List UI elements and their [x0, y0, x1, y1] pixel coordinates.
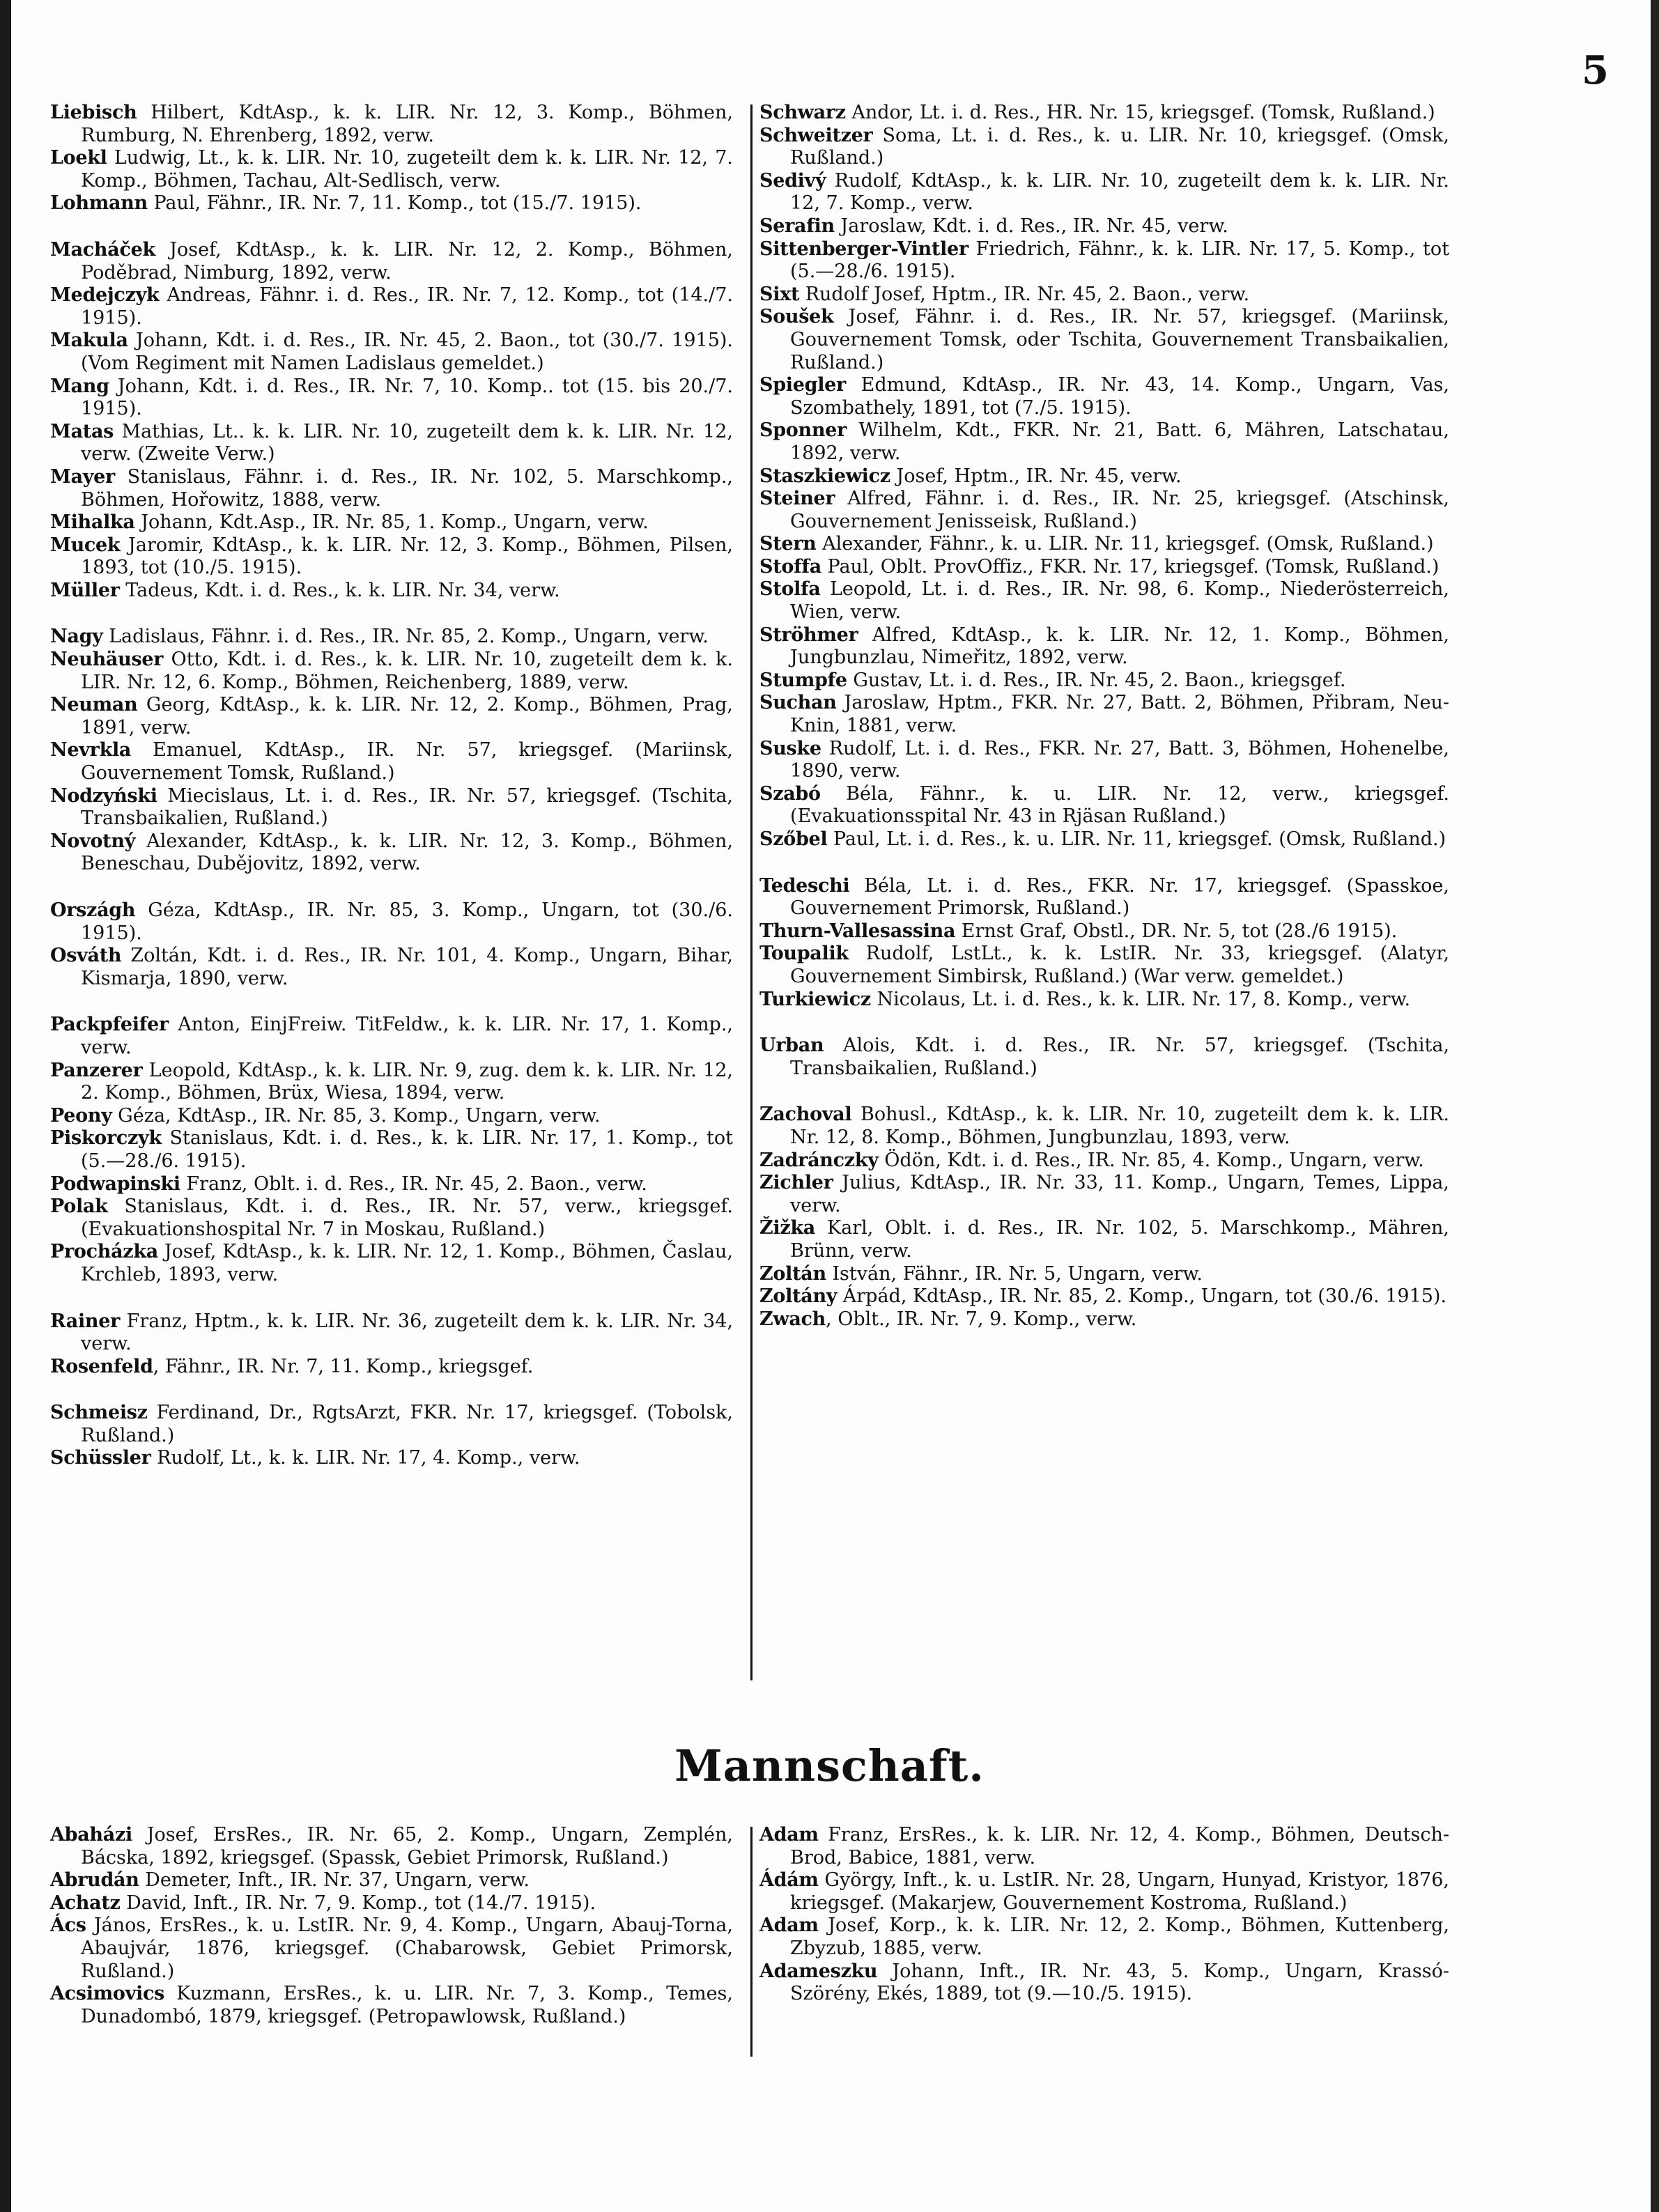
- entry-surname: Sittenberger-Vintler: [759, 238, 969, 260]
- entry-details: Ernst Graf, Obstl., DR. Nr. 5, tot (28./6 1915).: [955, 920, 1398, 942]
- entry-details: Stanislaus, Kdt. i. d. Res., k. k. LIR. Nr. 17, 1. Komp., tot (5.—28./6. 1915).: [81, 1127, 733, 1172]
- list-entry: [50, 147, 733, 192]
- entry-surname: Thurn-Vallesassina: [759, 920, 956, 942]
- entry-details: Tadeus, Kdt. i. d. Res., k. k. LIR. Nr. 34, verw.: [119, 579, 560, 601]
- entry-spacer: [759, 1080, 1449, 1104]
- entry-details: Alfred, Fähnr. i. d. Res., IR. Nr. 25, kriegsgef. (Atschinsk, Gouvernement Jenisseisk, Rußland.): [790, 488, 1449, 532]
- officer-list-right: [759, 102, 1449, 1331]
- list-entry: [759, 170, 1449, 215]
- entry-details: Johann, Kdt.Asp., IR. Nr. 85, 1. Komp., Ungarn, verw.: [134, 511, 649, 534]
- list-entry: [50, 1447, 733, 1470]
- list-entry: [759, 1150, 1449, 1173]
- list-entry: [50, 785, 733, 830]
- entry-surname: Lohmann: [50, 192, 148, 215]
- entry-surname: Osváth: [50, 945, 122, 967]
- entry-surname: Ádám: [759, 1869, 819, 1892]
- entry-details: István, Fähnr., IR. Nr. 5, Ungarn, verw.: [826, 1262, 1203, 1285]
- list-entry: [759, 670, 1449, 693]
- entry-surname: Sponner: [759, 419, 847, 442]
- entry-surname: Podwapinski: [50, 1173, 180, 1195]
- entry-surname: Acsimovics: [50, 1983, 165, 2005]
- entry-spacer: [50, 1287, 733, 1310]
- entry-details: Gustav, Lt. i. d. Res., IR. Nr. 45, 2. Baon., kriegsgef.: [847, 669, 1346, 691]
- entry-surname: Müller: [50, 579, 120, 601]
- entry-surname: Zachoval: [759, 1104, 852, 1126]
- entry-surname: Zwach: [759, 1308, 826, 1330]
- list-entry: [759, 125, 1449, 170]
- entry-surname: Abrudán: [50, 1869, 139, 1892]
- entry-details: Franz, ErsRes., k. k. LIR. Nr. 12, 4. Komp., Böhmen, Deutsch-Brod, Babice, 1881, verw.: [790, 1824, 1449, 1869]
- entry-surname: Szőbel: [759, 828, 828, 850]
- entry-details: Miecislaus, Lt. i. d. Res., IR. Nr. 57, kriegsgef. (Tschita, Transbaikalien, Rußland.): [81, 784, 733, 830]
- entry-surname: Stern: [759, 533, 817, 555]
- entry-surname: Loekl: [50, 147, 107, 169]
- scan-edge-right: [1651, 0, 1659, 2212]
- entry-details: Edmund, KdtAsp., IR. Nr. 43, 14. Komp., Ungarn, Vas, Szombathely, 1891, tot (7./5. 1915).: [790, 374, 1449, 419]
- entry-details: Ödön, Kdt. i. d. Res., IR. Nr. 85, 4. Komp., Ungarn, verw.: [878, 1149, 1424, 1171]
- list-entry: [50, 1983, 733, 2028]
- list-entry: [50, 466, 733, 511]
- entry-details: Rudolf, KdtAsp., k. k. LIR. Nr. 10, zugeteilt dem k. k. LIR. Nr. 12, 7. Komp., verw.: [790, 169, 1449, 215]
- list-entry: [759, 374, 1449, 419]
- list-entry: [50, 739, 733, 784]
- entry-surname: Zoltán: [759, 1262, 826, 1285]
- entry-details: Stanislaus, Fähnr. i. d. Res., IR. Nr. 102, 5. Marschkomp., Böhmen, Hořowitz, 1888, verw.: [81, 465, 733, 511]
- list-entry: [759, 920, 1449, 943]
- list-entry: [759, 488, 1449, 533]
- entry-surname: Országh: [50, 899, 136, 921]
- entry-surname: Suske: [759, 737, 821, 759]
- list-entry: [759, 465, 1449, 488]
- list-entry: [759, 1263, 1449, 1286]
- entry-surname: Steiner: [759, 488, 835, 510]
- list-entry: [759, 875, 1449, 920]
- list-entry: [759, 284, 1449, 307]
- entry-details: Ludwig, Lt., k. k. LIR. Nr. 10, zugeteilt dem k. k. LIR. Nr. 12, 7. Komp., Böhmen, Tachau, Alt-Sedlisch, verw.: [81, 147, 733, 192]
- entry-details: Alexander, Fähnr., k. u. LIR. Nr. 11, kriegsgef. (Omsk, Rußland.): [816, 533, 1434, 555]
- entry-details: Soma, Lt. i. d. Res., k. u. LIR. Nr. 10, kriegsgef. (Omsk, Rußland.): [790, 124, 1449, 169]
- entry-surname: Adam: [759, 1915, 819, 1937]
- entry-surname: Soušek: [759, 306, 834, 328]
- list-entry: [50, 1892, 733, 1915]
- list-entry: [759, 828, 1449, 851]
- entry-surname: Macháček: [50, 238, 155, 261]
- entry-surname: Adameszku: [759, 1960, 878, 1982]
- list-entry: [759, 943, 1449, 988]
- entry-details: Andreas, Fähnr. i. d. Res., IR. Nr. 7, 12. Komp., tot (14./7. 1915).: [81, 284, 733, 329]
- list-entry: [759, 556, 1449, 579]
- entry-surname: Zadránczky: [759, 1149, 879, 1171]
- entry-details: Jaroslaw, Kdt. i. d. Res., IR. Nr. 45, verw.: [834, 215, 1228, 237]
- entry-surname: Žižka: [759, 1217, 816, 1239]
- entry-surname: Nagy: [50, 626, 103, 648]
- list-entry: [759, 419, 1449, 465]
- entry-details: Josef, KdtAsp., k. k. LIR. Nr. 12, 2. Komp., Böhmen, Poděbrad, Nimburg, 1892, verw.: [81, 238, 733, 284]
- entry-surname: Achatz: [50, 1892, 121, 1914]
- entry-details: Béla, Lt. i. d. Res., FKR. Nr. 17, kriegsgef. (Spasskoe, Gouvernement Primorsk, Rußland.): [790, 874, 1449, 920]
- entry-details: Rudolf Josef, Hptm., IR. Nr. 45, 2. Baon., verw.: [799, 283, 1250, 305]
- entry-details: Géza, KdtAsp., IR. Nr. 85, 3. Komp., Ungarn, verw.: [111, 1104, 601, 1127]
- entry-details: Emanuel, KdtAsp., IR. Nr. 57, kriegsgef. (Mariinsk, Gouvernement Tomsk, Rußland.): [81, 739, 733, 784]
- list-entry: [759, 692, 1449, 737]
- entry-surname: Toupalik: [759, 943, 849, 965]
- entry-surname: Liebisch: [50, 102, 137, 123]
- page-number: 5: [1582, 47, 1609, 93]
- entry-details: Zoltán, Kdt. i. d. Res., IR. Nr. 101, 4. Komp., Ungarn, Bihar, Kismarja, 1890, verw.: [81, 945, 733, 989]
- entry-details: Wilhelm, Kdt., FKR. Nr. 21, Batt. 6, Mähren, Latschatau, 1892, verw.: [790, 419, 1449, 464]
- entry-surname: Urban: [759, 1035, 824, 1057]
- entry-details: Georg, KdtAsp., k. k. LIR. Nr. 12, 2. Komp., Böhmen, Prag, 1891, verw.: [81, 694, 733, 738]
- entry-details: Béla, Fähnr., k. u. LIR. Nr. 12, verw., kriegsgef. (Evakuationsspital Nr. 43 in Rjäsan Rußland.): [790, 782, 1449, 828]
- entry-surname: Staszkiewicz: [759, 465, 890, 487]
- list-entry: [50, 1105, 733, 1128]
- entry-details: Leopold, Lt. i. d. Res., IR. Nr. 98, 6. Komp., Niederösterreich, Wien, verw.: [790, 578, 1449, 624]
- entry-surname: Stolfa: [759, 578, 821, 601]
- entry-surname: Mang: [50, 375, 109, 397]
- entry-details: János, ErsRes., k. u. LstIR. Nr. 9, 4. Komp., Ungarn, Abauj-Torna, Abaujvár, 1876, kriegsgef. (Chabarowsk, Gebiet Primorsk, Rußland.): [81, 1915, 733, 1982]
- list-entry: [759, 533, 1449, 556]
- entry-details: Julius, KdtAsp., IR. Nr. 33, 11. Komp., Ungarn, Temes, Lippa, verw.: [790, 1172, 1449, 1216]
- list-entry: [50, 1060, 733, 1105]
- entry-spacer: [759, 851, 1449, 875]
- entry-surname: Schmeisz: [50, 1402, 148, 1424]
- column-divider-bottom: [750, 1827, 753, 2057]
- entry-surname: Schweitzer: [759, 124, 873, 146]
- entry-details: Johann, Kdt. i. d. Res., IR. Nr. 7, 10. Komp.. tot (15. bis 20./7. 1915).: [81, 375, 733, 420]
- entry-surname: Neuhäuser: [50, 649, 164, 671]
- list-entry: [759, 1869, 1449, 1915]
- entry-surname: Suchan: [759, 692, 837, 714]
- list-entry: [50, 1173, 733, 1196]
- list-entry: [50, 1127, 733, 1173]
- entry-surname: Szabó: [759, 782, 821, 805]
- list-entry: [759, 215, 1449, 238]
- entry-details: Friedrich, Fähnr., k. k. LIR. Nr. 17, 5. Komp., tot (5.—28./6. 1915).: [790, 238, 1449, 283]
- entry-details: Paul, Lt. i. d. Res., k. u. LIR. Nr. 11, kriegsgef. (Omsk, Rußland.): [827, 828, 1446, 850]
- entry-details: Rudolf, LstLt., k. k. LstIR. Nr. 33, kriegsgef. (Alatyr, Gouvernement Simbirsk, Rußland.) (War verw. gemeldet.): [790, 943, 1449, 987]
- list-entry: [50, 1356, 733, 1379]
- entry-details: Demeter, Inft., IR. Nr. 37, Ungarn, verw.: [139, 1869, 530, 1892]
- entry-details: Paul, Fähnr., IR. Nr. 7, 11. Komp., tot (15./7. 1915).: [147, 192, 642, 215]
- entry-details: Johann, Kdt. i. d. Res., IR. Nr. 45, 2. Baon., tot (30./7. 1915). (Vom Regiment mit Namen Ladislaus gemeldet.): [81, 330, 733, 374]
- entry-details: Paul, Oblt. ProvOffiz., FKR. Nr. 17, kriegsgef. (Tomsk, Rußland.): [821, 555, 1440, 578]
- entry-details: Josef, Korp., k. k. LIR. Nr. 12, 2. Komp., Böhmen, Kuttenberg, Zbyzub, 1885, verw.: [790, 1915, 1449, 1959]
- list-entry: [759, 1824, 1449, 1869]
- entry-details: Josef, KdtAsp., k. k. LIR. Nr. 12, 1. Komp., Böhmen, Časlau, Krchleb, 1893, verw.: [81, 1241, 733, 1285]
- entry-details: Bohusl., KdtAsp., k. k. LIR. Nr. 10, zugeteilt dem k. k. LIR. Nr. 12, 8. Komp., Böhmen, Jungbunzlau, 1893, verw.: [790, 1104, 1449, 1148]
- list-entry: [50, 421, 733, 466]
- list-entry: [50, 626, 733, 649]
- entry-surname: Abaházi: [50, 1824, 132, 1846]
- entry-surname: Rainer: [50, 1310, 121, 1332]
- entry-details: Jaromir, KdtAsp., k. k. LIR. Nr. 12, 3. Komp., Böhmen, Pilsen, 1893, tot (10./5. 1915).: [81, 534, 733, 579]
- entry-details: Nicolaus, Lt. i. d. Res., k. k. LIR. Nr. 17, 8. Komp., verw.: [870, 988, 1411, 1010]
- list-entry: [50, 330, 733, 375]
- section-title-mannschaft: Mannschaft.: [674, 1740, 985, 1791]
- entry-details: Ferdinand, Dr., RgtsArzt, FKR. Nr. 17, kriegsgef. (Tobolsk, Rußland.): [81, 1402, 733, 1446]
- entry-surname: Matas: [50, 420, 114, 442]
- entry-surname: Ströhmer: [759, 624, 858, 646]
- mannschaft-list-right: [759, 1824, 1449, 2006]
- entry-details: Rudolf, Lt. i. d. Res., FKR. Nr. 27, Batt. 3, Böhmen, Hohenelbe, 1890, verw.: [790, 737, 1449, 782]
- list-entry: [50, 1241, 733, 1286]
- entry-details: György, Inft., k. u. LstIR. Nr. 28, Ungarn, Hunyad, Kristyor, 1876, kriegsgef. (Makarjew, Gouvernement Kostroma, Rußland.): [790, 1869, 1449, 1914]
- entry-surname: Nodzyński: [50, 784, 157, 807]
- list-entry: [759, 102, 1449, 125]
- entry-details: Alois, Kdt. i. d. Res., IR. Nr. 57, kriegsgef. (Tschita, Transbaikalien, Rußland.): [790, 1035, 1449, 1079]
- list-entry: [50, 1915, 733, 1983]
- entry-details: Géza, KdtAsp., IR. Nr. 85, 3. Komp., Ungarn, tot (30./6. 1915).: [81, 899, 733, 944]
- entry-details: Josef, Hptm., IR. Nr. 45, verw.: [890, 465, 1182, 487]
- list-entry: [759, 738, 1449, 783]
- column-divider-top: [750, 105, 753, 1680]
- entry-surname: Spiegler: [759, 374, 846, 396]
- entry-details: Ladislaus, Fähnr. i. d. Res., IR. Nr. 85, 2. Komp., Ungarn, verw.: [102, 626, 709, 648]
- entry-surname: Novotný: [50, 830, 136, 852]
- entry-surname: Peony: [50, 1104, 112, 1127]
- entry-surname: Ács: [50, 1915, 86, 1937]
- entry-surname: Nevrkla: [50, 739, 132, 761]
- list-entry: [759, 578, 1449, 624]
- entry-surname: Packpfeifer: [50, 1014, 169, 1036]
- entry-details: Franz, Oblt. i. d. Res., IR. Nr. 45, 2. Baon., verw.: [180, 1173, 647, 1195]
- entry-details: Franz, Hptm., k. k. LIR. Nr. 36, zugeteilt dem k. k. LIR. Nr. 34, verw.: [81, 1310, 733, 1355]
- entry-details: Rudolf, Lt., k. k. LIR. Nr. 17, 4. Komp., verw.: [151, 1447, 580, 1469]
- entry-surname: Stoffa: [759, 555, 821, 578]
- entry-surname: Serafin: [759, 215, 835, 237]
- entry-details: Johann, Inft., IR. Nr. 43, 5. Komp., Ungarn, Krassó-Szörény, Ekés, 1889, tot (9.—10./5. 1915).: [790, 1960, 1449, 2005]
- entry-details: Leopold, KdtAsp., k. k. LIR. Nr. 9, zug. dem k. k. LIR. Nr. 12, 2. Komp., Böhmen, Brüx, Wiesa, 1894, verw.: [81, 1059, 733, 1104]
- entry-details: Kuzmann, ErsRes., k. u. LIR. Nr. 7, 3. Komp., Temes, Dunadombó, 1879, kriegsgef. (Petropawlowsk, Rußland.): [81, 1983, 733, 2027]
- list-entry: [759, 783, 1449, 828]
- entry-surname: Zichler: [759, 1172, 833, 1194]
- list-entry: [50, 1310, 733, 1356]
- entry-surname: Tedeschi: [759, 874, 850, 897]
- entry-details: Árpád, KdtAsp., IR. Nr. 85, 2. Komp., Ungarn, tot (30./6. 1915).: [837, 1285, 1447, 1308]
- list-entry: [759, 1172, 1449, 1217]
- list-entry: [50, 102, 733, 147]
- entry-details: Karl, Oblt. i. d. Res., IR. Nr. 102, 5. Marschkomp., Mähren, Brünn, verw.: [790, 1217, 1449, 1262]
- entry-spacer: [50, 215, 733, 239]
- list-entry: [50, 1196, 733, 1241]
- list-entry: [50, 649, 733, 694]
- entry-details: Josef, Fähnr. i. d. Res., IR. Nr. 57, kriegsgef. (Mariinsk, Gouvernement Tomsk, oder Tschita, Gouvernement Transbaikalien, Rußland.): [790, 306, 1449, 373]
- entry-details: Hilbert, KdtAsp., k. k. LIR. Nr. 12, 3. Komp., Böhmen, Rumburg, N. Ehrenberg, 1892, verw.: [81, 102, 733, 146]
- list-entry: [50, 694, 733, 739]
- list-entry: [759, 1104, 1449, 1149]
- entry-details: Stanislaus, Kdt. i. d. Res., IR. Nr. 57, verw., kriegsgef. (Evakuationshospital Nr. 7 in Moskau, Rußland.): [81, 1196, 733, 1240]
- list-entry: [50, 1869, 733, 1892]
- list-entry: [50, 580, 733, 603]
- list-entry: [759, 306, 1449, 374]
- entry-spacer: [50, 602, 733, 626]
- scan-edge-left: [0, 0, 11, 2212]
- list-entry: [759, 238, 1449, 284]
- entry-surname: Mihalka: [50, 511, 135, 534]
- entry-surname: Schüssler: [50, 1447, 151, 1469]
- list-entry: [50, 284, 733, 330]
- entry-surname: Schwarz: [759, 102, 846, 123]
- entry-details: Alexander, KdtAsp., k. k. LIR. Nr. 12, 3. Komp., Böhmen, Beneschau, Dubějovitz, 1892, verw.: [81, 830, 733, 875]
- entry-surname: Polak: [50, 1196, 108, 1218]
- list-entry: [50, 239, 733, 284]
- entry-surname: Sedivý: [759, 169, 826, 192]
- entry-surname: Sixt: [759, 283, 800, 305]
- entry-surname: Rosenfeld: [50, 1355, 153, 1377]
- list-entry: [50, 945, 733, 990]
- list-entry: [50, 192, 733, 215]
- entry-surname: Stumpfe: [759, 669, 847, 691]
- list-entry: [50, 1402, 733, 1447]
- entry-spacer: [759, 1011, 1449, 1035]
- list-entry: [759, 1035, 1449, 1080]
- entry-surname: Neuman: [50, 694, 138, 716]
- list-entry: [759, 989, 1449, 1012]
- entry-details: , Oblt., IR. Nr. 7, 9. Komp., verw.: [826, 1308, 1137, 1330]
- list-entry: [50, 511, 733, 534]
- list-entry: [50, 1014, 733, 1059]
- entry-surname: Adam: [759, 1824, 819, 1846]
- entry-surname: Medejczyk: [50, 284, 160, 307]
- entry-surname: Zoltány: [759, 1285, 838, 1308]
- list-entry: [759, 1217, 1449, 1262]
- entry-spacer: [50, 876, 733, 899]
- entry-details: Mathias, Lt.. k. k. LIR. Nr. 10, zugeteilt dem k. k. LIR. Nr. 12, verw. (Zweite Verw.): [81, 420, 733, 465]
- entry-details: David, Inft., IR. Nr. 7, 9. Komp., tot (14./7. 1915).: [120, 1892, 596, 1914]
- entry-spacer: [50, 1378, 733, 1402]
- list-entry: [759, 624, 1449, 670]
- entry-spacer: [50, 990, 733, 1014]
- list-entry: [50, 899, 733, 945]
- entry-details: , Fähnr., IR. Nr. 7, 11. Komp., kriegsgef.: [153, 1355, 534, 1377]
- entry-surname: Mucek: [50, 534, 121, 556]
- entry-details: Andor, Lt. i. d. Res., HR. Nr. 15, kriegsgef. (Tomsk, Rußland.): [845, 102, 1435, 123]
- list-entry: [50, 830, 733, 876]
- list-entry: [50, 376, 733, 421]
- entry-surname: Mayer: [50, 465, 115, 488]
- entry-details: Anton, EinjFreiw. TitFeldw., k. k. LIR. Nr. 17, 1. Komp., verw.: [81, 1014, 733, 1058]
- entry-surname: Makula: [50, 330, 128, 352]
- entry-details: Otto, Kdt. i. d. Res., k. k. LIR. Nr. 10, zugeteilt dem k. k. LIR. Nr. 12, 6. Komp., Böhmen, Reichenberg, 1889, verw.: [81, 649, 733, 693]
- list-entry: [50, 534, 733, 580]
- mannschaft-list-left: [50, 1824, 733, 2028]
- list-entry: [759, 1960, 1449, 2006]
- list-entry: [759, 1915, 1449, 1960]
- entry-details: Alfred, KdtAsp., k. k. LIR. Nr. 12, 1. Komp., Böhmen, Jungbunzlau, Nimeřitz, 1892, verw.: [790, 624, 1449, 669]
- entry-surname: Turkiewicz: [759, 988, 871, 1010]
- entry-surname: Piskorczyk: [50, 1127, 162, 1150]
- entry-details: Josef, ErsRes., IR. Nr. 65, 2. Komp., Ungarn, Zemplén, Bácska, 1892, kriegsgef. (Spassk, Gebiet Primorsk, Rußland.): [81, 1824, 733, 1869]
- officer-list-left: [50, 102, 733, 1470]
- entry-details: Jaroslaw, Hptm., FKR. Nr. 27, Batt. 2, Böhmen, Přibram, Neu-Knin, 1881, verw.: [790, 692, 1449, 737]
- entry-surname: Procházka: [50, 1241, 158, 1263]
- list-entry: [759, 1308, 1449, 1331]
- list-entry: [759, 1285, 1449, 1308]
- entry-surname: Panzerer: [50, 1059, 143, 1081]
- list-entry: [50, 1824, 733, 1869]
